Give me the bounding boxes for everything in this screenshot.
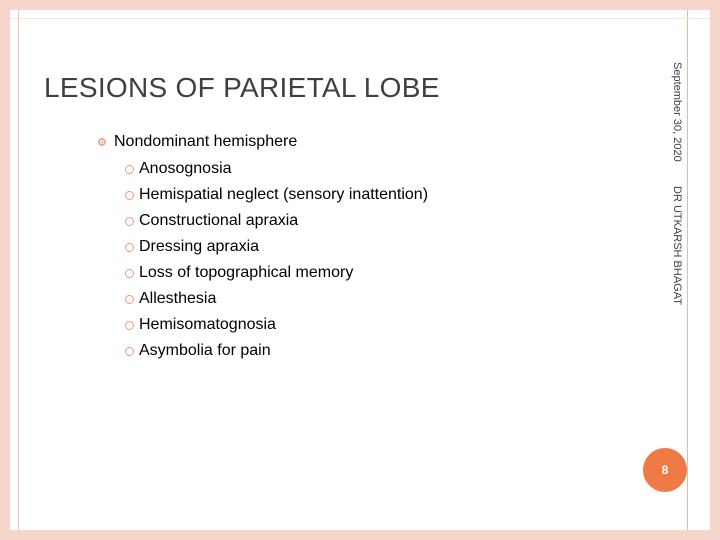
list-item — [125, 182, 428, 208]
sub-bullet-icon — [125, 347, 134, 356]
list-item-label: Allesthesia — [139, 290, 217, 307]
sub-bullet-icon — [125, 295, 134, 304]
list-item-label: Constructional apraxia — [139, 212, 299, 229]
sub-bullet-icon — [125, 165, 134, 174]
side-footer — [666, 62, 688, 324]
list-item-label: Asymbolia for pain — [139, 342, 271, 359]
page-number-badge — [643, 448, 687, 492]
side-date: September 30, 2020 — [671, 62, 683, 162]
list-item — [125, 156, 428, 182]
sub-bullet-icon — [125, 243, 134, 252]
list-item — [125, 234, 428, 260]
sub-bullet-icon — [125, 217, 134, 226]
frame-line-top — [10, 18, 710, 19]
list-item-label: Anosognosia — [139, 160, 232, 177]
page-number: 8 — [661, 463, 669, 477]
list-item-label: Hemisomatognosia — [139, 316, 276, 333]
list-item — [125, 260, 428, 286]
sub-bullet-icon — [125, 269, 134, 278]
list-item — [125, 208, 428, 234]
list-item — [125, 286, 428, 312]
list-item-label: Hemispatial neglect (sensory inattention) — [139, 186, 429, 203]
sub-bullet-icon — [125, 191, 134, 200]
list-item — [125, 312, 428, 338]
bullet-list — [98, 130, 428, 364]
list-item-label: Loss of topographical memory — [139, 264, 354, 281]
bullet-heading: Nondominant hemisphere — [114, 133, 298, 150]
sub-bullet-icon — [125, 321, 134, 330]
frame-line-left — [18, 10, 19, 530]
bullet-heading-item — [98, 130, 428, 364]
list-item — [125, 338, 428, 364]
slide-title: LESIONS OF PARIETAL LOBE — [44, 72, 440, 103]
list-item-label: Dressing apraxia — [139, 238, 260, 255]
bullet-marker-icon — [98, 138, 106, 146]
sub-bullet-list — [98, 156, 428, 364]
side-author: DR UTKARSH BHAGAT — [671, 186, 683, 305]
